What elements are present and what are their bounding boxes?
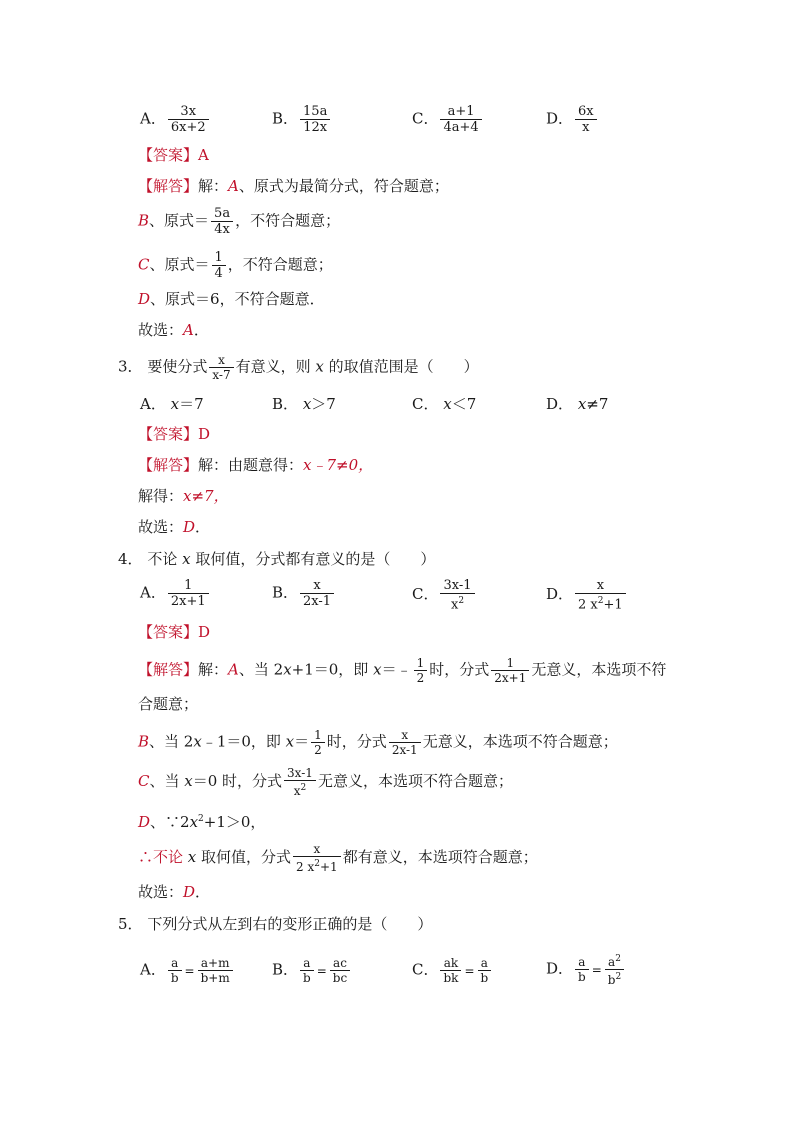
- q4-solution-line1: 【解答】解：A、当 2x+1＝0，即 x＝﹣ $\frac{1}{2}$ 时，分式 $\frac{1}{2x+1}$ 无意义，本选项不符: [138, 656, 667, 685]
- q3-option-d: D． x≠7: [546, 395, 609, 413]
- q4-solution-line5: ∴不论 x 取何值，分式 $\frac{x}{2 x^2+1}$ 都有意义，本选项符合题意；: [138, 842, 538, 874]
- q2-solution-line1: 【解答】解：A、原式为最简分式，符合题意；: [138, 177, 449, 195]
- q3-solution-line1: 【解答】解：由题意得：x﹣7≠0，: [138, 456, 374, 474]
- q2-solution-line3: C、原式＝ $\frac{1}{4}$ ，不符合题意；: [138, 250, 333, 281]
- q2-solution-line5: 故选：A．: [138, 321, 209, 339]
- q2-solution-line4: D、原式＝6，不符合题意．: [138, 290, 325, 308]
- q2-option-a: A． $\frac{3x}{6x+2}$: [140, 104, 211, 135]
- q3-option-a: A． x＝7: [140, 395, 204, 413]
- q4-question: 4． 不论 x 取何值，分式都有意义的是（ ）: [118, 550, 436, 568]
- q4-option-a: A． $\frac{1}{2x+1}$: [140, 578, 211, 609]
- q3-answer: 【答案】D: [138, 425, 211, 443]
- q3-option-b: B． x＞7: [272, 395, 336, 413]
- q3-question: 3． 要使分式 $\frac{x}{x-7}$ 有意义，则 x 的取值范围是（ ）: [118, 353, 479, 382]
- q3-solution-line2: 解得：x≠7，: [138, 487, 229, 505]
- q5-option-d: D． $\frac{a}{b}$ = $\frac{a^2}{b^2}$: [546, 952, 626, 987]
- q4-option-d: D． $\frac{x}{2 x^2+1}$: [546, 578, 628, 612]
- q4-option-b: B． $\frac{x}{2x-1}$: [272, 578, 336, 609]
- q5-option-c: C． $\frac{ak}{bk}$ = $\frac{a}{b}$: [412, 956, 493, 985]
- q5-question: 5． 下列分式从左到右的变形正确的是（ ）: [118, 915, 433, 933]
- q5-option-b: B． $\frac{a}{b}$ = $\frac{ac}{bc}$: [272, 956, 352, 985]
- q4-solution-line2: B、当 2x﹣1＝0，即 x＝ $\frac{1}{2}$ 时，分式 $\frac{x}{2x-1}$ 无意义，本选项不符合题意；: [138, 728, 618, 757]
- q2-answer: 【答案】A: [138, 146, 209, 164]
- q3-option-c: C． x＜7: [412, 395, 477, 413]
- fraction: $\frac{3x}{6x+2}$: [168, 104, 209, 135]
- q4-solution-line6: 故选：D．: [138, 883, 211, 901]
- q2-option-b: B． $\frac{15a}{12x}$: [272, 104, 332, 135]
- q4-answer: 【答案】D: [138, 623, 211, 641]
- fraction: $\frac{a+1}{4a+4}$: [440, 104, 481, 135]
- q4-solution-line4: D、$\because 2x^2+1>0$，: [138, 813, 266, 831]
- q4-option-c: C． $\frac{3x-1}{x^2}$: [412, 578, 477, 612]
- q2-solution-line2: B、原式＝ $\frac{5a}{4x}$ ，不符合题意；: [138, 206, 341, 237]
- q5-option-a: A． $\frac{a}{b}$ = $\frac{a+m}{b+m}$: [140, 956, 235, 985]
- q4-solution-line1-cont: 合题意；: [138, 695, 199, 713]
- q2-option-d: D． $\frac{6x}{x}$: [546, 104, 599, 135]
- fraction: $\frac{15a}{12x}$: [300, 104, 330, 135]
- q2-option-c: C． $\frac{a+1}{4a+4}$: [412, 104, 484, 135]
- q4-solution-line3: C、当 x＝0 时，分式 $\frac{3x-1}{x^2}$ 无意义，本选项不符合题意；: [138, 766, 513, 798]
- q3-solution-line3: 故选：D．: [138, 518, 211, 536]
- fraction: $\frac{6x}{x}$: [575, 104, 597, 135]
